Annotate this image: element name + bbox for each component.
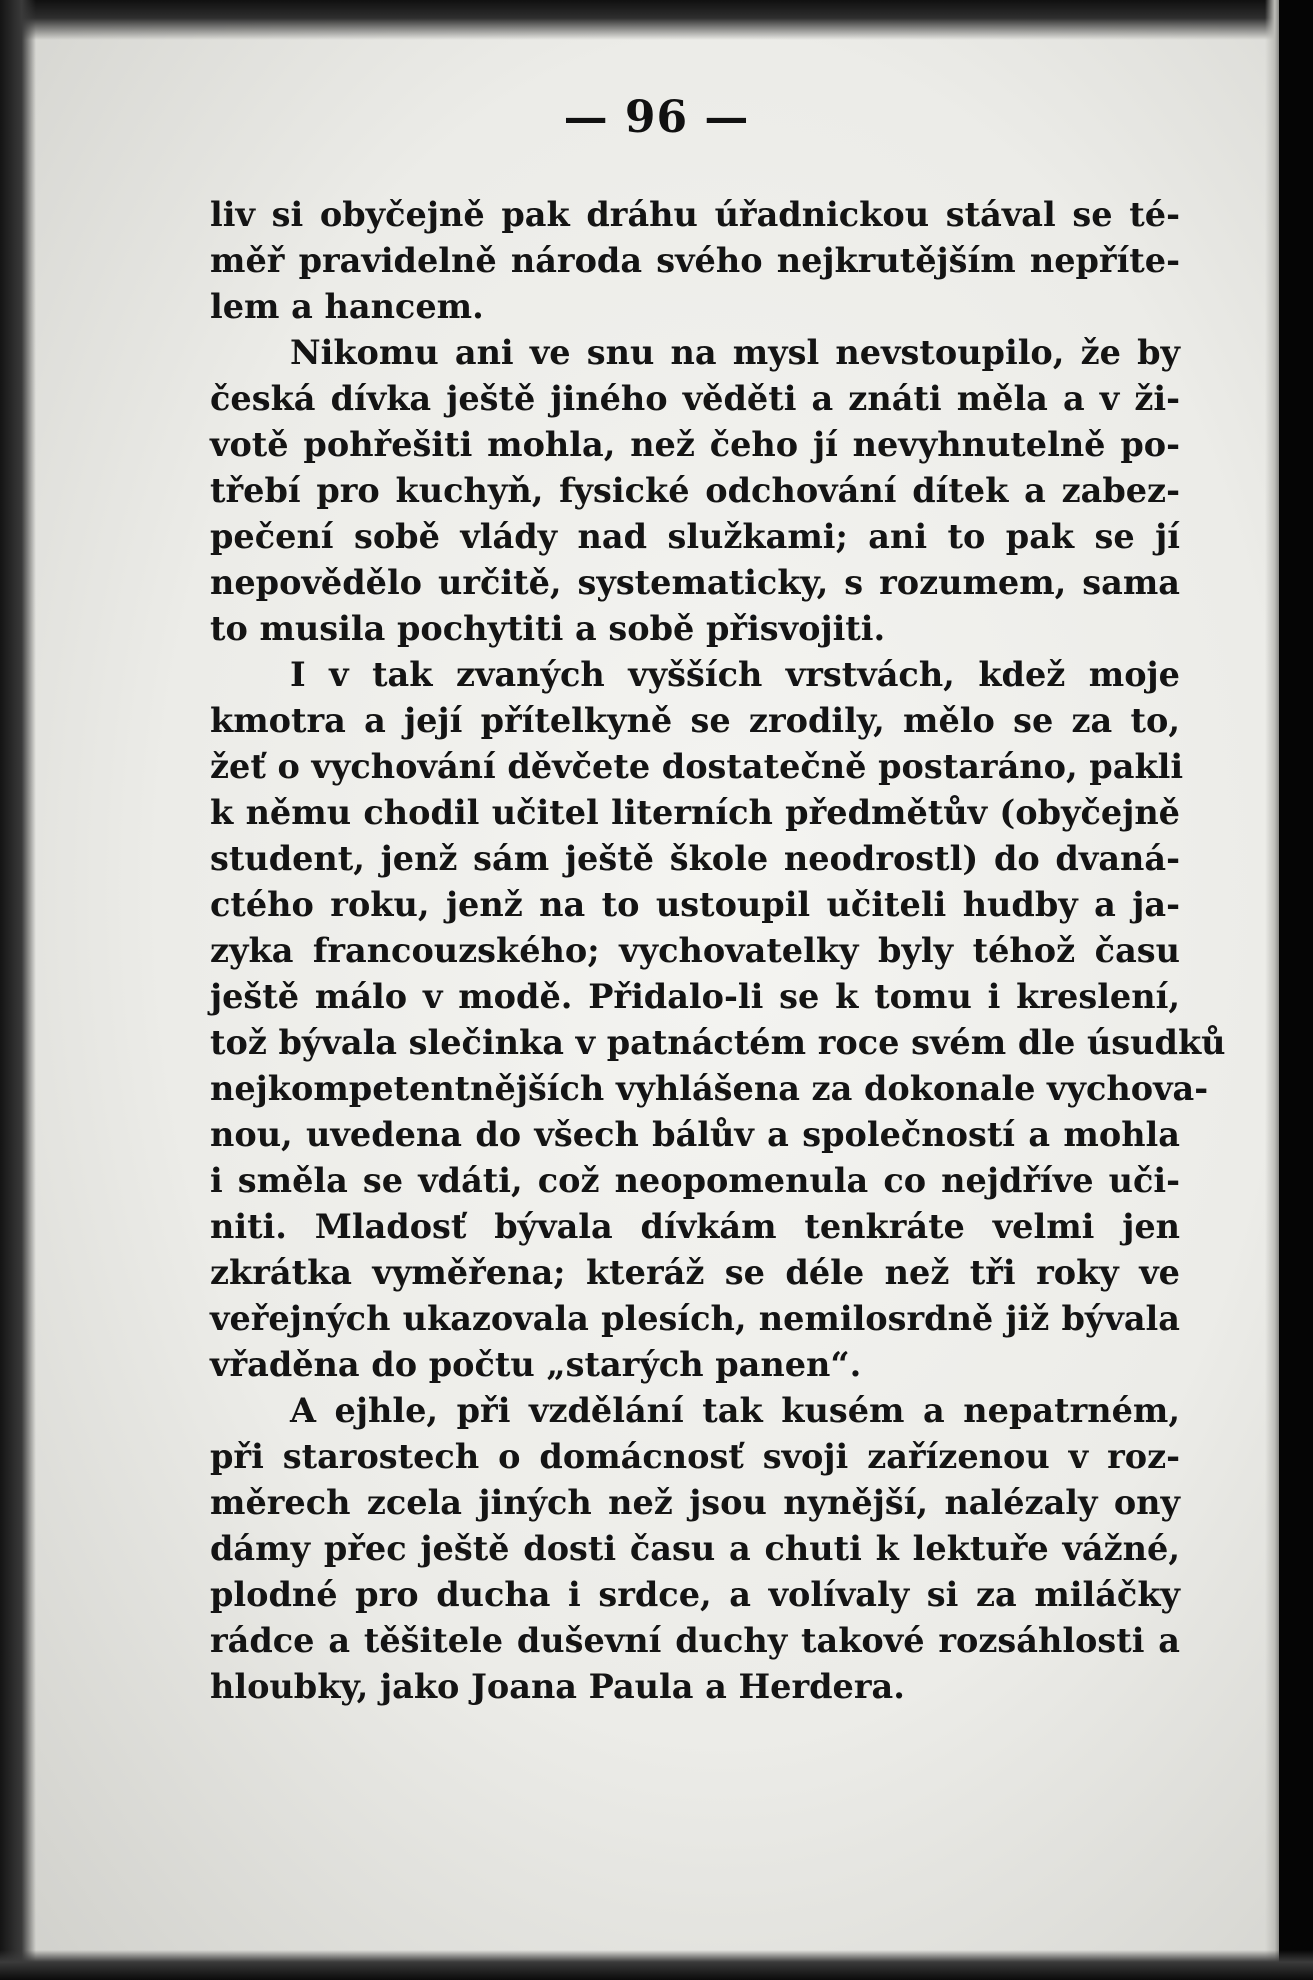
text-line: lem a hancem. <box>210 287 484 326</box>
text-line: pečení sobě vlády nad služkami; ani to pak se jí <box>210 517 1180 556</box>
text-line: měrech zcela jiných než jsou nynější, nalézaly ony <box>210 1483 1180 1522</box>
text-line: to musila pochytiti a sobě přisvojiti. <box>210 609 886 648</box>
paragraph-start-line: A ejhle, při vzdělání tak kusém a nepatrném, <box>290 1391 1180 1430</box>
text-line: rádce a těšitele duševní duchy takové rozsáhlosti a <box>210 1621 1180 1660</box>
text-line: veřejných ukazovala plesích, nemilosrdně již bývala <box>210 1299 1180 1338</box>
text-line: dámy přec ještě dosti času a chuti k lektuře vážné, <box>210 1529 1180 1568</box>
text-line: nou, uvedena do všech bálův a společností a mohla <box>210 1115 1180 1154</box>
text-line: student, jenž sám ještě škole neodrostl) do dvaná- <box>210 839 1180 878</box>
text-line: k němu chodil učitel literních předmětův (obyčejně <box>210 793 1180 832</box>
text-line: nepovědělo určitě, systematicky, s rozumem, sama <box>210 563 1180 602</box>
text-line: plodné pro ducha i srdce, a volívaly si za miláčky <box>210 1575 1180 1614</box>
text-line: měř pravidelně národa svého nejkrutějším nepříte- <box>210 241 1180 280</box>
text-line: votě pohřešiti mohla, než čeho jí nevyhnutelně po- <box>210 425 1180 464</box>
text-line: kmotra a její přítelkyně se zrodily, mělo se za to, <box>210 701 1180 740</box>
text-line: tož bývala slečinka v patnáctém roce svém dle úsudků <box>210 1023 1226 1062</box>
text-line: hloubky, jako Joana Paula a Herdera. <box>210 1667 905 1706</box>
scan-edge-gutter <box>1265 0 1279 1980</box>
text-line: zyka francouzského; vychovatelky byly téhož času <box>210 931 1180 970</box>
text-line: vřaděna do počtu „starých panen“. <box>210 1345 862 1384</box>
scan-edge-top <box>0 0 1313 40</box>
scan-edge-left <box>0 0 36 1980</box>
body-text <box>210 192 1226 1710</box>
text-line: i směla se vdáti, což neopomenula co nejdříve uči- <box>210 1161 1180 1200</box>
text-line: žeť o vychování děvčete dostatečně postaráno, pakli <box>210 747 1184 786</box>
text-line: nejkompetentnějších vyhlášena za dokonale vychova- <box>210 1069 1209 1108</box>
text-line: třebí pro kuchyň, fysické odchování dítek a zabez- <box>210 471 1180 510</box>
text-line: ctého roku, jenž na to ustoupil učiteli hudby a ja- <box>210 885 1180 924</box>
text-line: zkrátka vyměřena; kteráž se déle než tři roky ve <box>210 1253 1180 1292</box>
paragraph-start-line: I v tak zvaných vyšších vrstvách, kdež moje <box>290 655 1180 694</box>
text-line: při starostech o domácnosť svoji zařízenou v roz- <box>210 1437 1180 1476</box>
scan-edge-right <box>1279 0 1313 1980</box>
text-line: česká dívka ještě jiného věděti a znáti měla a v ži- <box>210 379 1180 418</box>
paragraph-start-line: Nikomu ani ve snu na mysl nevstoupilo, že by <box>290 333 1180 372</box>
text-line: niti. Mladosť bývala dívkám tenkráte velmi jen <box>210 1207 1180 1246</box>
text-line: ještě málo v modě. Přidalo-li se k tomu i kreslení, <box>210 977 1180 1016</box>
page-number: — 96 — <box>563 92 750 143</box>
scan-edge-bottom <box>0 1950 1313 1980</box>
text-line: liv si obyčejně pak dráhu úřadnickou stával se té- <box>210 195 1180 234</box>
